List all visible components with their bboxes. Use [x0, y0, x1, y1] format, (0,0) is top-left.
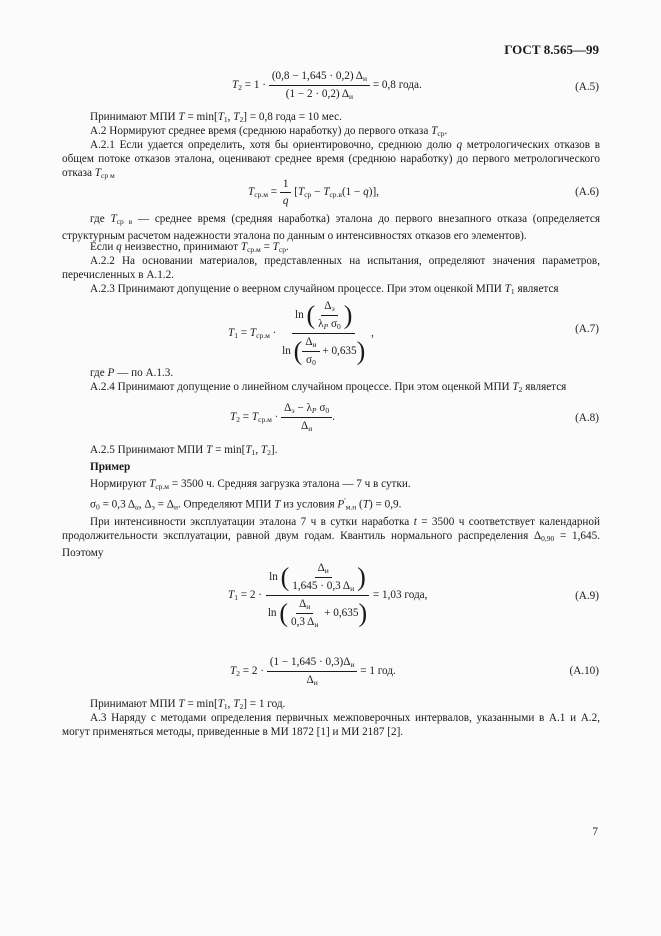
paragraph-a2-5: А.2.5 Принимают МПИ $T = \min[T_1$, $T_2$]. — [90, 444, 278, 457]
equation-a7: $T_1 = T_{ср.м}$ · ln ( $\frac{\Delta_э}{\lambda_P \sigma_0}$ ) ln ( $\frac{\Delta_и}{\sigma_0}$ + 0,635) , — [228, 300, 374, 367]
equation-label-a7: (А.7) — [575, 323, 599, 335]
paragraph-where-a6: где $T_{ср в}$ — среднее время (средняя наработка) эталона до первого внезапного отказа (определяется структурным расчетом надежности эталона по данным о интенсивностях отказов его элементов). — [62, 213, 600, 242]
equation-a9: $T_1 = 2$ · ln ( $\frac{\Delta_и}{1,645 \cdot 0,3 \Delta_и}$ ) ln ( $\frac{\Delta_и}{0,3 \Delta_и}$ + 0,635) = 1,03 года, — [228, 562, 428, 629]
equation-label-a9: (А.9) — [575, 590, 599, 602]
example-title: Пример — [90, 461, 131, 473]
equation-a6: $T_{ср.м}$ = $\frac{1}{q}$ $[T_{ср} - T_{ср.в}(1 - q)]$, — [248, 178, 380, 207]
example-line-1: Нормируют $T_{ср.м} = 3500$ ч. Средняя загрузка эталона — 7 ч в сутки. — [90, 478, 411, 491]
paragraph-a2-4: А.2.4 Принимают допущение о линейном случайном процессе. При этом оценкой МПИ $T_2$ является — [90, 381, 567, 394]
paragraph-a2: А.2 Нормируют среднее время (среднюю наработку) до первого отказа $T_{ср}$. — [90, 125, 448, 138]
paragraph-a2-1: А.2.1 Если удается определить, хотя бы ориентировочно, среднюю долю q метрологических отказов в общем потоке отказов эталона, оценивают среднее время (среднюю наработку) до первого метрологического отказа $T_{ср м}$ — [62, 139, 601, 180]
equation-a10: $T_2 = 2$ · $\frac{(1 - 1,645 \cdot 0,3)\Delta_и}{\Delta_и}$ = 1 год. — [230, 656, 396, 687]
paragraph-a2-3: А.2.3 Принимают допущение о веерном случайном процессе. При этом оценкой МПИ $T_1$ является — [90, 283, 559, 296]
paragraph-where-p: где P — по А.1.3. — [90, 367, 174, 379]
paragraph-if-q-unknown: Если q неизвестно, принимают $T_{ср.м} = T_{ср}$. — [90, 241, 289, 254]
example-paragraph-3: При интенсивности эксплуатации эталона 7 ч в сутки наработка t = 3500 ч соответствует календарной продолжительности эксплуатации, равной двум годам. Квантиль нормального распределения $\Delta_{0,90} = 1,645$. Поэтому — [62, 516, 600, 559]
paragraph-mpi-result-1: Принимают МПИ $T = \min[T_1$, $T_2] = 0,8$ года = 10 мес. — [90, 111, 342, 124]
example-line-2: $\sigma_0 = 0,3$ $\Delta_и$, $\Delta_э = \Delta_и$. Определяют МПИ T из условия $P'_{м.н}$ (T) = 0,9. — [90, 496, 402, 512]
equation-a5: $T_2 = 1$ · $\frac{(0,8 - 1,645 \cdot 0,2) \Delta_и}{(1 - 2 \cdot 0,2) \Delta_и}$ = 0,8 года. — [232, 70, 422, 101]
equation-label-a8: (А.8) — [575, 412, 599, 424]
document-id-header: ГОСТ 8.565—99 — [504, 42, 599, 57]
paragraph-mpi-result-2: Принимают МПИ $T = \min[T_1$, $T_2] = 1$ год. — [90, 698, 286, 711]
equation-label-a10: (А.10) — [569, 665, 599, 677]
equation-label-a6: (А.6) — [575, 186, 599, 198]
paragraph-a3: А.3 Наряду с методами определения первичных межповерочных интервалов, указанными в А.1 и А.2, могут применяться методы, приведенные в МИ 1872 [1] и МИ 2187 [2]. — [62, 712, 600, 738]
paragraph-a2-2: А.2.2 На основании материалов, представленных на испытания, определяют значения параметров, перечисленных в А.1.2. — [62, 255, 600, 281]
equation-a8: $T_2 = T_{ср.м}$ · $\frac{\Delta_э - \lambda_P \sigma_0}{\Delta_и}$ . — [230, 402, 335, 433]
equation-label-a5: (А.5) — [575, 81, 599, 93]
page-number: 7 — [592, 826, 598, 838]
